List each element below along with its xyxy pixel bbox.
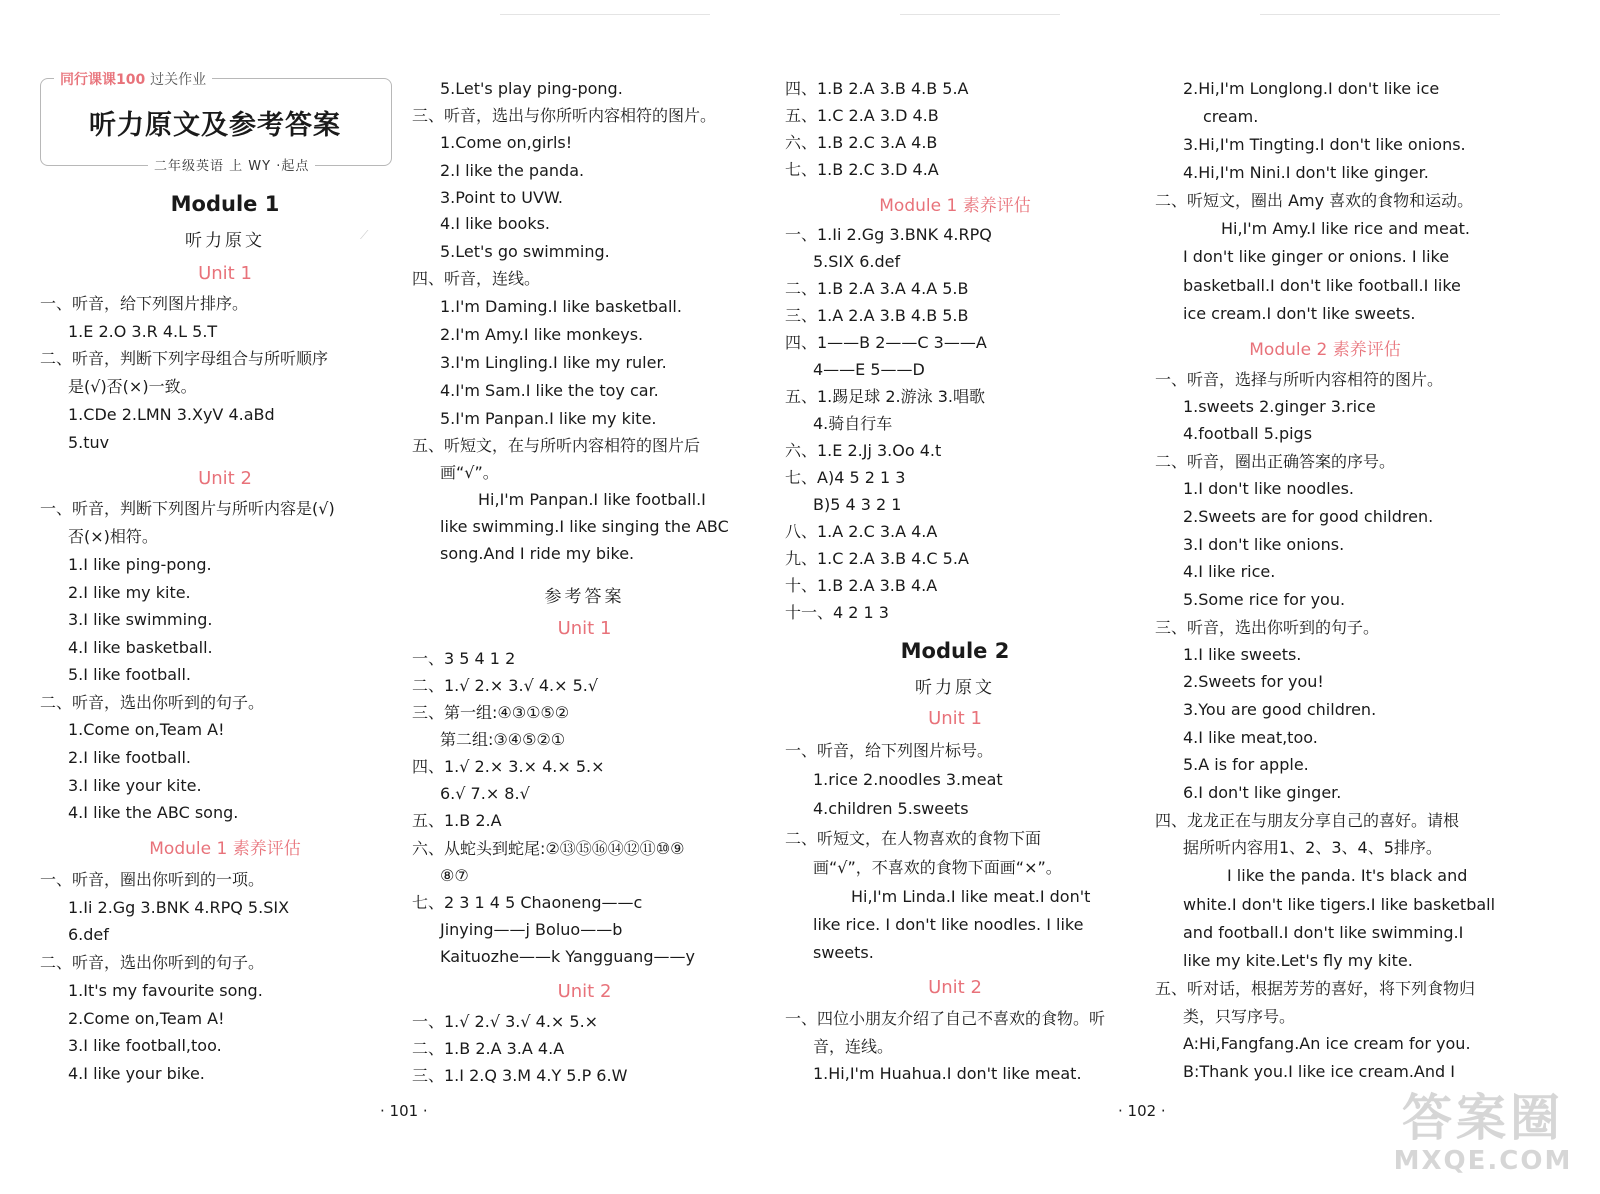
text-line: 二、听短文，圈出 Amy 喜欢的食物和运动。: [1155, 191, 1474, 210]
text-line: 九、1.C 2.A 3.B 4.C 5.A: [785, 549, 969, 568]
unit-heading: Unit 1: [557, 618, 612, 639]
text-line: 否(×)相符。: [68, 527, 158, 546]
text-line: 第二组:③④⑤②①: [440, 730, 566, 749]
text-line: 3.I like football,too.: [68, 1036, 222, 1055]
text-line: 2.Hi,I'm Longlong.I don't like ice: [1183, 79, 1440, 98]
text-line: 七、2 3 1 4 5 Chaoneng——c: [412, 893, 643, 912]
unit-heading: Unit 2: [198, 468, 252, 489]
top-rule-right: [900, 14, 1060, 15]
text-line: B:Thank you.I like ice cream.And I: [1183, 1062, 1455, 1081]
text-line: 3.I like your kite.: [68, 776, 202, 795]
text-line: 五、1.C 2.A 3.D 4.B: [785, 106, 939, 125]
text-line: 1.It's my favourite song.: [68, 981, 263, 1000]
text-line: cream.: [1203, 107, 1259, 126]
text-line: 二、1.B 2.A 3.A 4.A: [412, 1039, 565, 1058]
assessment-heading: Module 1 素养评估: [149, 839, 301, 859]
text-line: 4.football 5.pigs: [1183, 424, 1313, 443]
text-line: 2.I like football.: [68, 748, 192, 767]
grade-label: 二年级英语 上 WY ·起点: [148, 155, 315, 174]
text-line: 四、1——B 2——C 3——A: [785, 333, 987, 352]
text-line: 2.Sweets are for good children.: [1183, 507, 1434, 526]
text-line: 二、1.√ 2.× 3.√ 4.× 5.√: [412, 676, 599, 695]
text-line: 二、1.B 2.A 3.A 4.A 5.B: [785, 279, 969, 298]
text-line: 五、听短文，在与所听内容相符的图片后: [412, 436, 701, 455]
text-line: I like the panda. It's black and: [1227, 866, 1468, 885]
text-line: Jinying——j Boluo——b: [440, 920, 623, 939]
text-line: 一、3 5 4 1 2: [412, 649, 516, 668]
text-line: ice cream.I don't like sweets.: [1183, 304, 1416, 323]
text-line: 五、1.B 2.A: [412, 811, 502, 830]
text-line: 4.children 5.sweets: [813, 799, 969, 818]
decorative-mark: ⟋: [360, 228, 369, 242]
text-line: 1.I'm Daming.I like basketball.: [440, 297, 682, 316]
section-heading: Module 1: [170, 192, 280, 216]
text-line: Hi,I'm Panpan.I like football.I: [478, 490, 706, 509]
subsection-heading: 参考答案: [544, 587, 625, 607]
text-line: 1.Ii 2.Gg 3.BNK 4.RPQ 5.SIX: [68, 898, 290, 917]
text-line: 一、听音，圈出你听到的一项。: [40, 870, 265, 889]
text-line: 三、听音，选出你听到的句子。: [1155, 618, 1380, 637]
brand-name: 同行课课100: [60, 72, 146, 88]
text-line: song.And I ride my bike.: [440, 544, 635, 563]
text-line: 是(√)否(×)一致。: [68, 377, 197, 396]
text-line: 二、听音，判断下列字母组合与所听顺序: [40, 349, 329, 368]
text-line: 3.Point to UVW.: [440, 188, 563, 207]
text-line: 5.I'm Panpan.I like my kite.: [440, 409, 657, 428]
text-line: 三、1.A 2.A 3.B 4.B 5.B: [785, 306, 969, 325]
text-line: 三、听音，选出与你所听内容相符的图片。: [412, 106, 717, 125]
text-line: 四、听音，连线。: [412, 269, 541, 288]
text-line: 二、听音，圈出正确答案的序号。: [1155, 452, 1396, 471]
text-line: 4——E 5——D: [813, 360, 925, 379]
subsection-heading: 听力原文: [185, 231, 265, 251]
text-line: 1.rice 2.noodles 3.meat: [813, 770, 1003, 789]
text-line: 一、听音，给下列图片排序。: [40, 294, 249, 313]
text-line: 一、听音，给下列图片标号。: [785, 741, 994, 760]
text-line: 一、1.√ 2.√ 3.√ 4.× 5.×: [412, 1012, 599, 1031]
text-line: 4.I like basketball.: [68, 638, 213, 657]
text-line: 六、从蛇头到蛇尾:②⑬⑮⑯⑭⑫⑪⑩⑨: [412, 839, 685, 858]
text-line: 3.I don't like onions.: [1183, 535, 1345, 554]
text-line: basketball.I don't like football.I like: [1183, 276, 1461, 295]
text-line: 4.Hi,I'm Nini.I don't like ginger.: [1183, 163, 1429, 182]
text-line: like rice. I don't like noodles. I like: [813, 915, 1084, 934]
text-line: 4.I like meat,too.: [1183, 728, 1318, 747]
text-line: 2.I like the panda.: [440, 161, 585, 180]
text-line: 二、听短文，在人物喜欢的食物下面: [785, 829, 1042, 848]
text-line: ⑧⑦: [440, 866, 469, 885]
text-line: 四、1.√ 2.× 3.× 4.× 5.×: [412, 757, 605, 776]
text-line: 二、听音，选出你听到的句子。: [40, 953, 265, 972]
text-line: B)5 4 3 2 1: [813, 495, 902, 514]
text-line: 4.骑自行车: [813, 414, 893, 433]
unit-heading: Unit 1: [928, 708, 982, 729]
text-line: 5.tuv: [68, 433, 110, 452]
text-line: 画“√”。: [440, 463, 499, 482]
text-line: 3.I like swimming.: [68, 610, 213, 629]
text-line: 5.I like football.: [68, 665, 192, 684]
unit-heading: Unit 2: [557, 981, 612, 1002]
text-line: 3.I'm Lingling.I like my ruler.: [440, 353, 667, 372]
text-line: 6.def: [68, 925, 109, 944]
page-number-left: · 101 ·: [380, 1102, 428, 1120]
text-line: like swimming.I like singing the ABC: [440, 517, 729, 536]
text-line: 类，只写序号。: [1183, 1007, 1296, 1026]
text-line: and football.I don't like swimming.I: [1183, 923, 1464, 942]
text-line: 1.I don't like noodles.: [1183, 479, 1355, 498]
text-line: 六、1.B 2.C 3.A 4.B: [785, 133, 938, 152]
text-line: 5.Let's go swimming.: [440, 242, 610, 261]
text-line: I don't like ginger or onions. I like: [1183, 247, 1450, 266]
brand-suffix: 过关作业: [150, 72, 207, 88]
text-line: 3.You are good children.: [1183, 700, 1377, 719]
text-line: A:Hi,Fangfang.An ice cream for you.: [1183, 1034, 1471, 1053]
text-line: 1.CDe 2.LMN 3.XyV 4.aBd: [68, 405, 275, 424]
text-line: 1.Come on,Team A!: [68, 720, 225, 739]
text-line: 2.I like my kite.: [68, 583, 191, 602]
text-line: 四、龙龙正在与朋友分享自己的喜好。请根: [1155, 811, 1460, 830]
text-line: 5.SIX 6.def: [813, 252, 901, 271]
text-line: 七、A)4 5 2 1 3: [785, 468, 906, 487]
watermark-logo-icon: 答案圈: [1402, 1089, 1564, 1147]
text-line: 1.Hi,I'm Huahua.I don't like meat.: [813, 1064, 1082, 1083]
top-rule-left: [500, 14, 710, 15]
watermark-text: MXQE.COM: [1393, 1146, 1573, 1176]
unit-heading: Unit 1: [198, 263, 252, 284]
text-line: 一、听音，判断下列图片与所听内容是(√): [40, 499, 335, 518]
text-line: 1.E 2.O 3.R 4.L 5.T: [68, 322, 218, 341]
text-line: 1.I like sweets.: [1183, 645, 1302, 664]
assessment-heading: Module 2 素养评估: [1249, 340, 1401, 360]
text-line: 3.Hi,I'm Tingting.I don't like onions.: [1183, 135, 1466, 154]
section-heading: Module 2: [900, 639, 1010, 663]
text-line: 二、听音，选出你听到的句子。: [40, 693, 265, 712]
text-line: 一、1.Ii 2.Gg 3.BNK 4.RPQ: [785, 225, 992, 244]
text-line: 5.A is for apple.: [1183, 755, 1309, 774]
text-line: 5.Let's play ping-pong.: [440, 79, 623, 98]
text-line: 三、第一组:④③①⑤②: [412, 703, 570, 722]
text-line: 七、1.B 2.C 3.D 4.A: [785, 160, 939, 179]
text-line: 5.Some rice for you.: [1183, 590, 1346, 609]
text-line: 1.Come on,girls!: [440, 133, 573, 152]
subsection-heading: 听力原文: [915, 678, 995, 698]
top-rule-far-right: [1260, 14, 1500, 15]
text-line: 五、1.踢足球 2.游泳 3.唱歌: [785, 387, 985, 406]
text-line: sweets.: [813, 943, 874, 962]
text-line: 6.√ 7.× 8.√: [440, 784, 530, 803]
text-line: 4.I like the ABC song.: [68, 803, 239, 822]
watermark: [1378, 1090, 1588, 1190]
text-line: 八、1.A 2.C 3.A 4.A: [785, 522, 938, 541]
text-line: 六、1.E 2.Jj 3.Oo 4.t: [785, 441, 942, 460]
text-line: 一、四位小朋友介绍了自己不喜欢的食物。听: [785, 1009, 1106, 1028]
text-line: 2.I'm Amy.I like monkeys.: [440, 325, 644, 344]
page-number-right: · 102 ·: [1118, 1102, 1166, 1120]
unit-heading: Unit 2: [928, 977, 982, 998]
text-line: 4.I like your bike.: [68, 1064, 205, 1083]
text-line: 1.sweets 2.ginger 3.rice: [1183, 397, 1376, 416]
text-line: 三、1.I 2.Q 3.M 4.Y 5.P 6.W: [412, 1066, 628, 1085]
text-line: 据所听内容用1、2、3、4、5排序。: [1183, 838, 1442, 857]
assessment-heading: Module 1 素养评估: [879, 196, 1031, 216]
text-line: 音，连线。: [813, 1037, 894, 1056]
text-line: 2.Come on,Team A!: [68, 1009, 225, 1028]
text-line: 4.I like books.: [440, 214, 551, 233]
text-line: white.I don't like tigers.I like basketball: [1183, 895, 1496, 914]
text-line: 画“√”，不喜欢的食物下面画“×”。: [813, 858, 1062, 877]
text-line: 4.I like rice.: [1183, 562, 1276, 581]
text-line: 十一、4 2 1 3: [785, 603, 889, 622]
text-line: like my kite.Let's fly my kite.: [1183, 951, 1413, 970]
text-line: 四、1.B 2.A 3.B 4.B 5.A: [785, 79, 969, 98]
text-line: Hi,I'm Linda.I like meat.I don't: [851, 887, 1091, 906]
page-title: 听力原文及参考答案: [89, 110, 341, 141]
text-line: 4.I'm Sam.I like the toy car.: [440, 381, 659, 400]
brand-logo: [54, 69, 212, 89]
text-line: Hi,I'm Amy.I like rice and meat.: [1221, 219, 1471, 238]
text-line: 十、1.B 2.A 3.B 4.A: [785, 576, 938, 595]
text-line: Kaituozhe——k Yangguang——y: [440, 947, 695, 966]
text-line: 2.Sweets for you!: [1183, 672, 1324, 691]
text-line: 五、听对话，根据芳芳的喜好，将下列食物归: [1155, 979, 1476, 998]
text-line: 6.I don't like ginger.: [1183, 783, 1342, 802]
text-line: 1.I like ping-pong.: [68, 555, 212, 574]
text-line: 一、听音，选择与所听内容相符的图片。: [1155, 370, 1444, 389]
